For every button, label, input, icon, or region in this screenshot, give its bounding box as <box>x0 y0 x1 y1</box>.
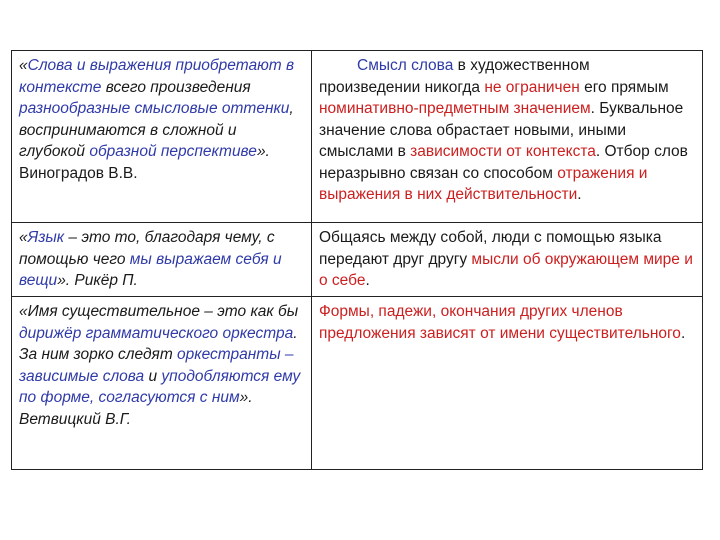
highlight-blue: оркестранты – зависимые слова <box>19 346 294 385</box>
text-run: ». Рикёр П. <box>57 272 138 289</box>
highlight-blue: Язык <box>27 229 65 246</box>
text-run: . <box>365 272 370 289</box>
text-run: его прямым <box>579 78 669 96</box>
highlight-blue: Смысл слова <box>357 57 454 74</box>
text-run: в художественном произведении никогда <box>319 57 590 96</box>
text-run: «Имя существительное – это как бы <box>19 303 299 320</box>
table-row <box>12 297 702 469</box>
quotes-table <box>11 50 703 470</box>
table-row <box>12 51 702 223</box>
text-run: – это то, благодаря чему, с помощью чего <box>19 229 275 268</box>
text-run: . Буквальное значение слова обрастает новыми, иными смыслами в <box>319 100 684 160</box>
quote-cell-ricoeur <box>12 223 312 296</box>
highlight-red: мысли об окружающем мире и о себе <box>319 250 693 289</box>
text-run: Виноградов В.В. <box>19 164 138 182</box>
highlight-blue: дирижёр грамматического оркестра <box>19 324 294 342</box>
text-run: « <box>19 229 28 246</box>
text-run: « <box>19 57 28 74</box>
text-run: ». <box>256 143 270 160</box>
text-run: , воспринимаются в сложной и глубокой <box>19 100 294 160</box>
table-row <box>12 223 702 297</box>
text-run: . Отбор слов неразрывно связан со способом <box>319 143 688 182</box>
highlight-blue: уподобляются ему по форме, согласуются с ним <box>19 367 301 406</box>
text-run: всего произведения <box>101 78 251 96</box>
highlight-red: зависимости от контекста <box>410 143 596 160</box>
text-run: и <box>144 367 162 385</box>
explanation-cell-meaning <box>312 51 701 222</box>
text-run: Общаясь между собой, люди с помощью языка передают друг другу <box>319 229 662 268</box>
highlight-red: не ограничен <box>484 78 580 96</box>
highlight-red: Формы, падежи, окончания других членов предложения зависят от имени существительного <box>319 303 681 342</box>
explanation-cell-language <box>312 223 701 296</box>
explanation-cell-noun <box>312 297 701 469</box>
text-run: . За ним зорко следят <box>19 324 298 363</box>
highlight-blue: Слова и выражения приобретают в контексте <box>19 57 295 96</box>
quote-cell-vinogradov <box>12 51 312 222</box>
highlight-blue: мы выражаем себя и вещи <box>19 250 282 289</box>
highlight-red: номинативно-предметным значением <box>319 100 591 117</box>
highlight-blue: разнообразные смысловые оттенки <box>19 100 290 117</box>
quote-cell-vetvitsky <box>12 297 312 469</box>
highlight-blue: образной перспективе <box>89 143 257 160</box>
highlight-red: отражения и выражения в них действительности <box>319 164 648 203</box>
text-run: ». Ветвицкий В.Г. <box>19 389 253 428</box>
text-run: . <box>680 324 686 342</box>
text-run: . <box>577 186 582 203</box>
